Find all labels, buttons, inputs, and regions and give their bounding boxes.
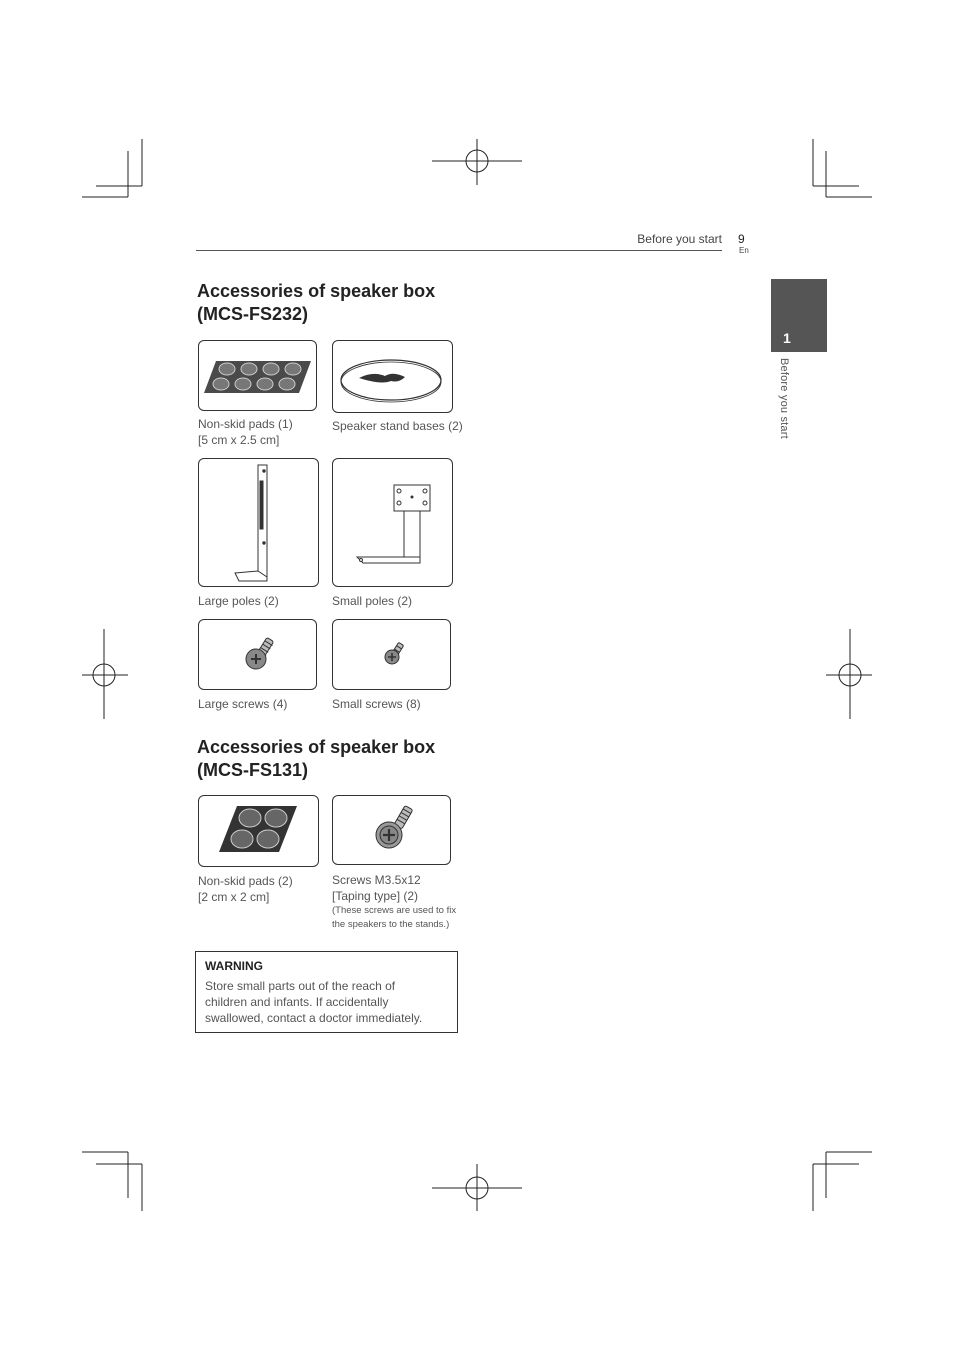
warning-title: WARNING: [205, 959, 263, 973]
caption-small-screws: Small screws (8): [332, 697, 421, 711]
warning-box: [195, 951, 458, 1033]
crop-mark-top-right: [813, 139, 872, 197]
header-rule: [196, 250, 722, 251]
page-language: En: [739, 246, 749, 255]
warning-text: Store small parts out of the reach of children and infants. If accidentally swallowed, contact a doctor immediately.: [205, 979, 423, 1025]
section-title-fs232: Accessories of speaker box (MCS-FS232): [197, 281, 436, 324]
caption-stand-bases: Speaker stand bases (2): [332, 419, 463, 433]
taping-screw-icon: [332, 795, 451, 865]
crop-mark-bottom-right: [813, 1152, 872, 1211]
caption-non-skid-pads-2: Non-skid pads (2) [2 cm x 2 cm]: [198, 874, 293, 904]
caption-large-poles: Large poles (2): [198, 594, 279, 608]
registration-mark-bottom: [432, 1164, 522, 1211]
section-title-fs131: Accessories of speaker box (MCS-FS131): [197, 737, 436, 780]
small-pole-icon: [332, 458, 453, 587]
crop-mark-bottom-left: [82, 1152, 142, 1211]
large-screw-icon: [198, 619, 317, 690]
chapter-tab: [771, 279, 827, 352]
caption-taping-screws: Screws M3.5x12 [Taping type] (2): [332, 873, 421, 903]
pad-sheet-8-icon: [198, 340, 317, 411]
crop-mark-top-left: [82, 139, 142, 197]
running-header: Before you start: [637, 232, 722, 246]
caption-non-skid-pads-1: Non-skid pads (1) [5 cm x 2.5 cm]: [198, 417, 293, 447]
chapter-label: Before you start: [778, 358, 790, 439]
registration-mark-left: [82, 629, 128, 719]
taping-screws-note: (These screws are used to fix the speakers to the stands.): [332, 905, 457, 930]
stand-base-icon: [332, 340, 453, 413]
page-number: 9: [738, 232, 745, 246]
caption-large-screws: Large screws (4): [198, 697, 288, 711]
large-pole-icon: [198, 458, 319, 587]
pad-sheet-4-icon: [198, 795, 319, 867]
small-screw-icon: [332, 619, 451, 690]
registration-mark-top: [432, 139, 522, 185]
caption-small-poles: Small poles (2): [332, 594, 413, 608]
chapter-number: 1: [783, 330, 791, 346]
registration-mark-right: [826, 629, 872, 719]
